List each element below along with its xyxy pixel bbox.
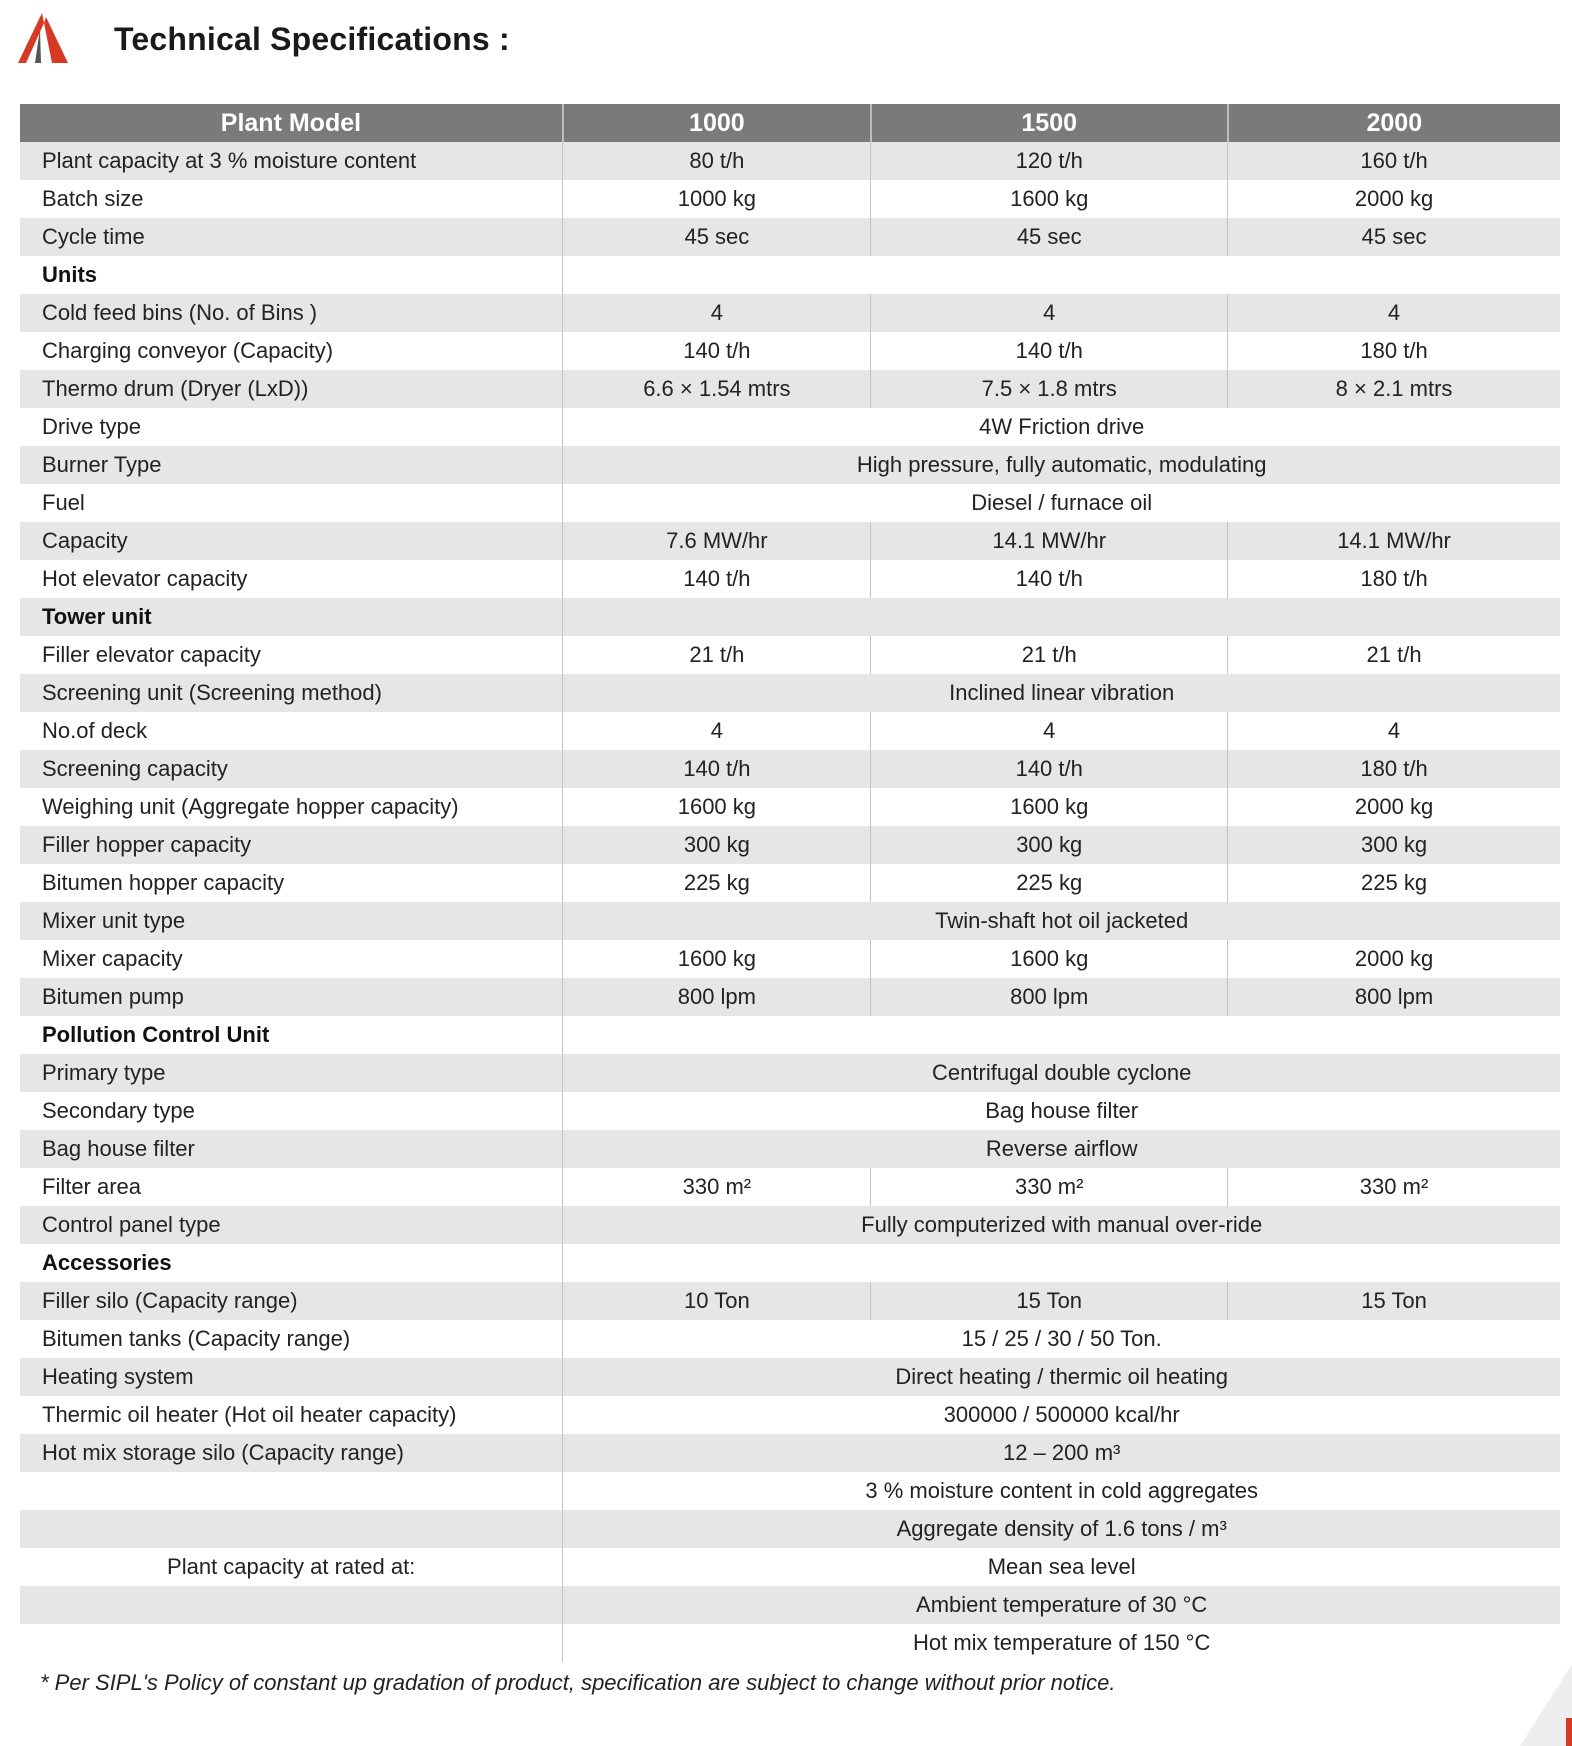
value-cell-1000: 1000 kg [563,180,871,218]
value-cell-1500: 7.5 × 1.8 mtrs [871,370,1228,408]
value-cell-1000: 45 sec [563,218,871,256]
table-row [20,370,1560,408]
value-cell-1000: 80 t/h [563,142,871,180]
rated-condition: Ambient temperature of 30 °C [563,1586,1560,1624]
section-row [20,598,1560,636]
merged-value-cell: 300000 / 500000 kcal/hr [563,1396,1560,1434]
rated-condition: Aggregate density of 1.6 tons / m³ [563,1510,1560,1548]
row-label: Fuel [20,484,563,522]
rated-condition: Mean sea level [563,1548,1560,1586]
row-label: Burner Type [20,446,563,484]
value-cell-2000: 2000 kg [1228,180,1560,218]
value-cell-2000: 4 [1228,712,1560,750]
value-cell-1500: 4 [871,712,1228,750]
table-row [20,636,1560,674]
footnote: * Per SIPL's Policy of constant up gradation of product, specification are subject to change without prior notice. [40,1670,1116,1695]
table-row [20,1168,1560,1206]
value-cell-1000: 225 kg [563,864,871,902]
row-label: Cycle time [20,218,563,256]
row-label: No.of deck [20,712,563,750]
value-cell-1500: 140 t/h [871,332,1228,370]
section-row [20,1244,1560,1282]
value-cell-2000: 225 kg [1228,864,1560,902]
row-label: Mixer unit type [20,902,563,940]
row-label: Cold feed bins (No. of Bins ) [20,294,563,332]
empty-label-cell [20,1586,563,1624]
table-row [20,902,1560,940]
empty-cell [563,598,1560,636]
spec-table [20,104,1560,1662]
table-row [20,1320,1560,1358]
column-header-1000: 1000 [563,104,871,142]
column-header-plant-model: Plant Model [20,104,563,142]
table-header-row [20,104,1560,142]
row-label: Screening capacity [20,750,563,788]
row-label: Bag house filter [20,1130,563,1168]
value-cell-2000: 21 t/h [1228,636,1560,674]
merged-value-cell: Fully computerized with manual over-ride [563,1206,1560,1244]
rated-row [20,1624,1560,1662]
value-cell-2000: 14.1 MW/hr [1228,522,1560,560]
value-cell-1500: 225 kg [871,864,1228,902]
empty-label-cell [20,1472,563,1510]
table-row [20,1092,1560,1130]
row-label: Thermo drum (Dryer (LxD)) [20,370,563,408]
table-row [20,940,1560,978]
merged-value-cell: 4W Friction drive [563,408,1560,446]
value-cell-1500: 120 t/h [871,142,1228,180]
table-row [20,1282,1560,1320]
value-cell-1500: 1600 kg [871,940,1228,978]
table-row [20,788,1560,826]
section-row [20,256,1560,294]
value-cell-2000: 2000 kg [1228,788,1560,826]
section-heading: Pollution Control Unit [20,1016,563,1054]
row-label: Weighing unit (Aggregate hopper capacity) [20,788,563,826]
value-cell-1000: 800 lpm [563,978,871,1016]
table-row [20,294,1560,332]
value-cell-2000: 160 t/h [1228,142,1560,180]
row-label: Thermic oil heater (Hot oil heater capacity) [20,1396,563,1434]
rated-row [20,1510,1560,1548]
value-cell-2000: 800 lpm [1228,978,1560,1016]
row-label: Filler silo (Capacity range) [20,1282,563,1320]
merged-value-cell: High pressure, fully automatic, modulating [563,446,1560,484]
value-cell-1500: 4 [871,294,1228,332]
rated-row [20,1472,1560,1510]
value-cell-1000: 1600 kg [563,940,871,978]
value-cell-2000: 180 t/h [1228,750,1560,788]
row-label: Hot elevator capacity [20,560,563,598]
row-label: Capacity [20,522,563,560]
merged-value-cell: Reverse airflow [563,1130,1560,1168]
table-row [20,332,1560,370]
section-heading: Units [20,256,563,294]
empty-label-cell [20,1510,563,1548]
value-cell-2000: 2000 kg [1228,940,1560,978]
row-label: Bitumen hopper capacity [20,864,563,902]
rated-condition: 3 % moisture content in cold aggregates [563,1472,1560,1510]
row-label: Charging conveyor (Capacity) [20,332,563,370]
row-label: Bitumen pump [20,978,563,1016]
merged-value-cell: 12 – 200 m³ [563,1434,1560,1472]
value-cell-1000: 6.6 × 1.54 mtrs [563,370,871,408]
value-cell-2000: 180 t/h [1228,332,1560,370]
rated-row [20,1548,1560,1586]
page-title: Technical Specifications : [114,20,510,57]
row-label: Plant capacity at 3 % moisture content [20,142,563,180]
table-row [20,408,1560,446]
table-row [20,560,1560,598]
value-cell-1500: 21 t/h [871,636,1228,674]
section-heading: Accessories [20,1244,563,1282]
row-label: Heating system [20,1358,563,1396]
value-cell-1000: 4 [563,712,871,750]
value-cell-2000: 4 [1228,294,1560,332]
value-cell-1500: 140 t/h [871,750,1228,788]
value-cell-1500: 330 m² [871,1168,1228,1206]
column-header-2000: 2000 [1228,104,1560,142]
row-label: Mixer capacity [20,940,563,978]
empty-cell [563,256,1560,294]
merged-value-cell: Twin-shaft hot oil jacketed [563,902,1560,940]
value-cell-1500: 800 lpm [871,978,1228,1016]
merged-value-cell: Bag house filter [563,1092,1560,1130]
table-row [20,1206,1560,1244]
empty-cell [563,1016,1560,1054]
value-cell-2000: 300 kg [1228,826,1560,864]
value-cell-2000: 8 × 2.1 mtrs [1228,370,1560,408]
table-row [20,484,1560,522]
value-cell-1000: 7.6 MW/hr [563,522,871,560]
table-row [20,1130,1560,1168]
merged-value-cell: Centrifugal double cyclone [563,1054,1560,1092]
value-cell-1000: 10 Ton [563,1282,871,1320]
rated-at-label: Plant capacity at rated at: [20,1548,563,1586]
table-row [20,522,1560,560]
value-cell-1500: 15 Ton [871,1282,1228,1320]
row-label: Bitumen tanks (Capacity range) [20,1320,563,1358]
merged-value-cell: Inclined linear vibration [563,674,1560,712]
row-label: Filter area [20,1168,563,1206]
rated-condition: Hot mix temperature of 150 °C [563,1624,1560,1662]
section-row [20,1016,1560,1054]
merged-value-cell: Diesel / furnace oil [563,484,1560,522]
table-row [20,218,1560,256]
row-label: Secondary type [20,1092,563,1130]
value-cell-1000: 140 t/h [563,332,871,370]
value-cell-1000: 140 t/h [563,750,871,788]
column-header-1500: 1500 [871,104,1228,142]
company-logo-icon [18,13,68,65]
value-cell-2000: 15 Ton [1228,1282,1560,1320]
table-row [20,674,1560,712]
section-heading: Tower unit [20,598,563,636]
row-label: Batch size [20,180,563,218]
value-cell-1500: 45 sec [871,218,1228,256]
page-header [18,12,510,66]
row-label: Filler elevator capacity [20,636,563,674]
row-label: Control panel type [20,1206,563,1244]
merged-value-cell: Direct heating / thermic oil heating [563,1358,1560,1396]
table-row [20,446,1560,484]
value-cell-1500: 14.1 MW/hr [871,522,1228,560]
value-cell-1500: 140 t/h [871,560,1228,598]
value-cell-1500: 300 kg [871,826,1228,864]
empty-cell [563,1244,1560,1282]
table-row [20,1434,1560,1472]
empty-label-cell [20,1624,563,1662]
rated-row [20,1586,1560,1624]
table-row [20,142,1560,180]
merged-value-cell: 15 / 25 / 30 / 50 Ton. [563,1320,1560,1358]
table-row [20,712,1560,750]
row-label: Drive type [20,408,563,446]
table-row [20,1396,1560,1434]
value-cell-1000: 300 kg [563,826,871,864]
value-cell-1000: 140 t/h [563,560,871,598]
row-label: Screening unit (Screening method) [20,674,563,712]
row-label: Filler hopper capacity [20,826,563,864]
value-cell-1000: 330 m² [563,1168,871,1206]
row-label: Primary type [20,1054,563,1092]
table-row [20,978,1560,1016]
value-cell-1500: 1600 kg [871,180,1228,218]
value-cell-1000: 21 t/h [563,636,871,674]
value-cell-1000: 4 [563,294,871,332]
table-row [20,864,1560,902]
corner-decoration-icon [1520,1656,1572,1746]
table-row [20,1054,1560,1092]
value-cell-2000: 45 sec [1228,218,1560,256]
table-row [20,1358,1560,1396]
table-row [20,750,1560,788]
value-cell-1000: 1600 kg [563,788,871,826]
table-row [20,826,1560,864]
value-cell-2000: 180 t/h [1228,560,1560,598]
value-cell-1500: 1600 kg [871,788,1228,826]
value-cell-2000: 330 m² [1228,1168,1560,1206]
table-row [20,180,1560,218]
row-label: Hot mix storage silo (Capacity range) [20,1434,563,1472]
